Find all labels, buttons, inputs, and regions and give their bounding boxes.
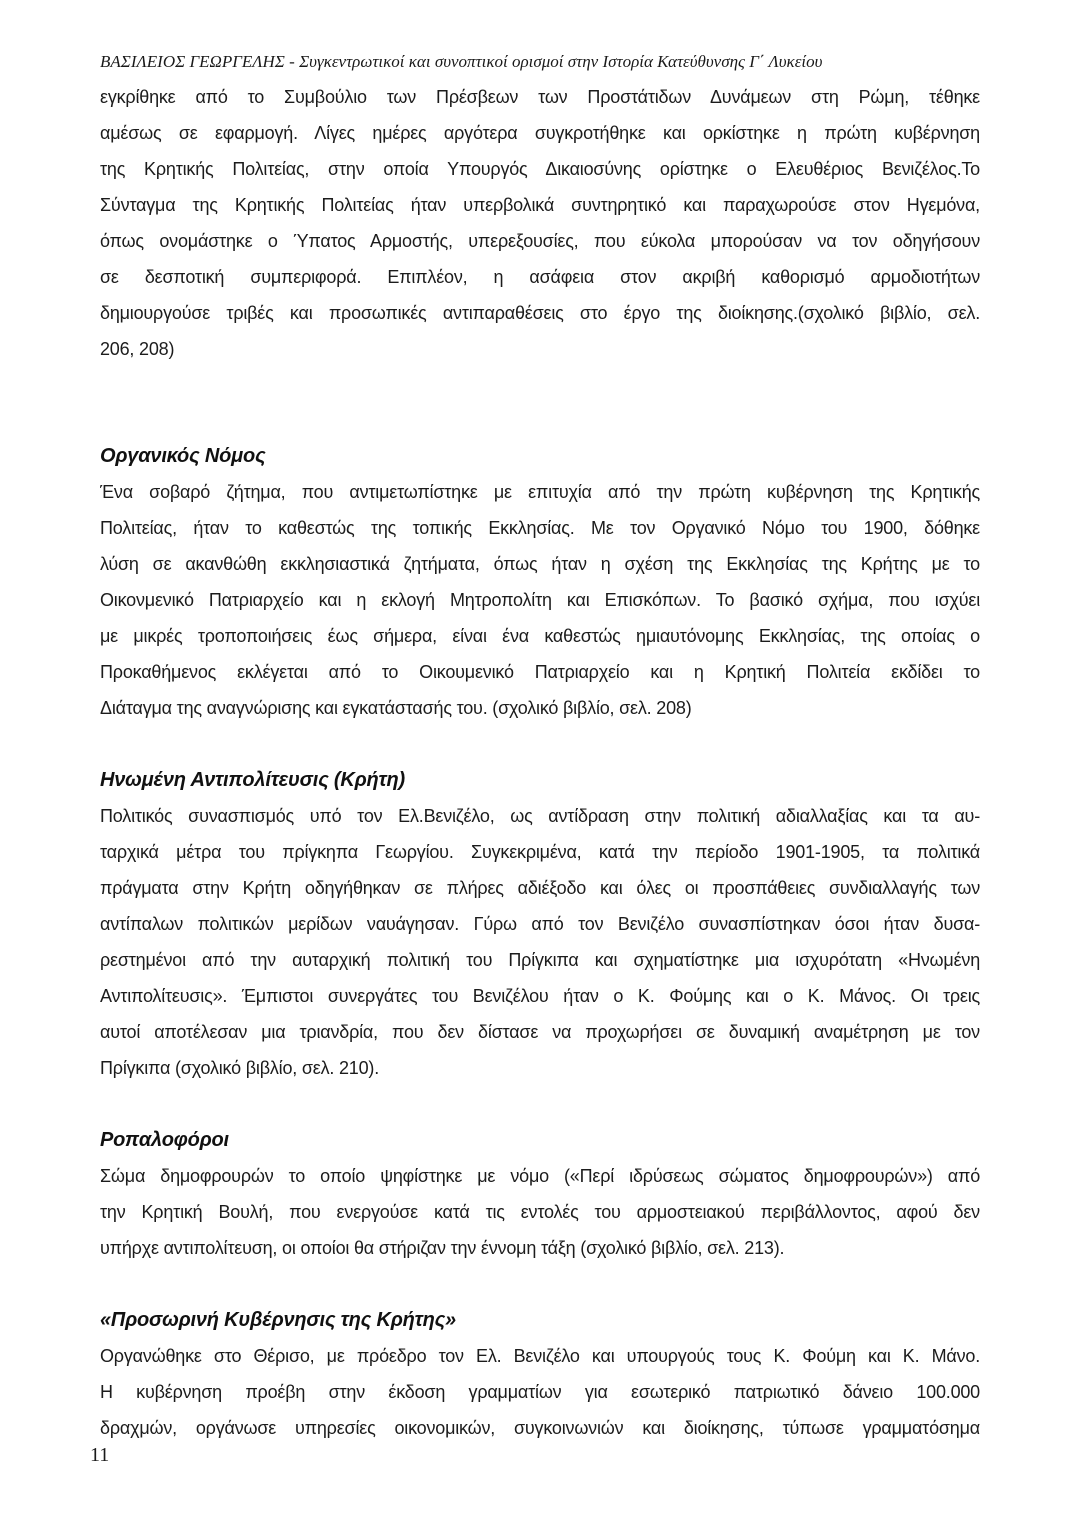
text-line: αντίπαλων πολιτικών μερίδων ναυάγησαν. Γύρω από τον Βενιζέλο συνασπίστηκαν όσοι ήταν δυσα- (100, 914, 980, 934)
text-line: εγκρίθηκε από το Συμβούλιο των Πρέσβεων των Προστάτιδων Δυνάμεων στη Ρώμη, τέθηκε (100, 87, 980, 107)
text-line: Σώμα δημοφρουρών το οποίο ψηφίστηκε με νόμο («Περί ιδρύσεως σώματος δημοφρουρών») από (100, 1166, 980, 1186)
section-heading: Ηνωμένη Αντιπολίτευσις (Κρήτη) (100, 769, 405, 791)
text-line: Αντιπολίτευσις». Έμπιστοι συνεργάτες του Βενιζέλου ήταν ο Κ. Φούμης και ο Κ. Μάνος. Οι τρεις (100, 986, 980, 1006)
text-line: Οργανώθηκε στο Θέρισο, με πρόεδρο τον Ελ. Βενιζέλο και υπουργούς τους Κ. Φούμη και Κ. Μάνο. (100, 1346, 980, 1366)
text-line: Ένα σοβαρό ζήτημα, που αντιμετωπίστηκε με επιτυχία από την πρώτη κυβέρνηση της Κρητικής (100, 482, 980, 502)
text-line: 206, 208) (100, 339, 175, 359)
text-line: την Κρητική Βουλή, που ενεργούσε κατά τις εντολές του αρμοστειακού περιβάλλοντος, αφού δεν (100, 1202, 980, 1222)
text-line: Οικονμενικό Πατριαρχείο και η εκλογή Μητροπολίτη και Επισκόπων. Το βασικό σχήμα, που ισχύει (100, 590, 980, 610)
text-line: λύση σε ακανθώθη εκκλησιαστικά ζητήματα, όπως ήταν η σχέση της Εκκλησίας της Κρήτης με το (100, 554, 980, 574)
definition-section (100, 79, 980, 367)
text-line: ρεστημένοι από την αυταρχική πολιτική του Πρίγκιπα και σχηματίστηκε μια ισχυρότατη «Ηνωμένη (100, 950, 980, 970)
definition-section (100, 438, 980, 726)
definition-section (100, 762, 980, 1086)
text-line: δημιουργούσε τριβές και προσωπικές αντιπαραθέσεις στο έργο της διοίκησης.(σχολικό βιβλίο, σελ. (100, 303, 980, 323)
text-line: σε δεσποτική συμπεριφορά. Επιπλέον, η ασάφεια στον ακριβή καθορισμό αρμοδιοτήτων (100, 267, 980, 287)
text-line: πράγματα στην Κρήτη οδηγήθηκαν σε πλήρες αδιέξοδο και όλες οι προσπάθειες συνδιαλλαγής των (100, 878, 980, 898)
section-heading: Οργανικός Νόμος (100, 445, 266, 467)
text-line: Πολιτείας, ήταν το καθεστώς της τοπικής Εκκλησίας. Με τον Οργανικό Νόμο του 1900, δόθηκε (100, 518, 980, 538)
running-header: ΒΑΣΙΛΕΙΟΣ ΓΕΩΡΓΕΛΗΣ - Συγκεντρωτικοί και συνοπτικοί ορισμοί στην Ιστορία Κατεύθυνσης Γ΄ Λυκείου (100, 52, 823, 71)
document-body (100, 79, 980, 1446)
definition-section (100, 1302, 980, 1446)
text-line: Σύνταγμα της Κρητικής Πολιτείας ήταν υπερβολικά συντηρητικό και παραχωρούσε στον Ηγεμόνα, (100, 195, 980, 215)
section-heading: Ροπαλοφόροι (100, 1129, 229, 1151)
text-line: Η κυβέρνηση προέβη στην έκδοση γραμματίων για εσωτερικό πατριωτικό δάνειο 100.000 (100, 1382, 980, 1402)
text-line: αμέσως σε εφαρμογή. Λίγες ημέρες αργότερα συγκροτήθηκε και ορκίστηκε η πρώτη κυβέρνηση (100, 123, 980, 143)
text-line: ταρχικά μέτρα του πρίγκηπα Γεωργίου. Συγκεκριμένα, κατά την περίοδο 1901-1905, τα πολιτικά (100, 842, 980, 862)
text-line: Διάταγμα της αναγνώρισης και εγκατάστασής του. (σχολικό βιβλίο, σελ. 208) (100, 698, 692, 718)
text-line: όπως ονομάστηκε ο Ύπατος Αρμοστής, υπερεξουσίες, που εύκολα μπορούσαν να τον οδηγήσουν (100, 231, 980, 251)
text-column (100, 50, 980, 1446)
section-heading: «Προσωρινή Κυβέρνησις της Κρήτης» (100, 1309, 456, 1331)
text-line: δραχμών, οργάνωσε υπηρεσίες οικονομικών, συγκοινωνιών και διοίκησης, τύπωσε γραμματόσημα (100, 1418, 980, 1438)
text-line: αυτοί αποτέλεσαν μια τριανδρία, που δεν δίστασε να προχωρήσει σε δυναμική αναμέτρηση με τον (100, 1022, 980, 1042)
text-line: υπήρχε αντιπολίτευση, οι οποίοι θα στήριζαν την έννομη τάξη (σχολικό βιβλίο, σελ. 213). (100, 1238, 785, 1258)
text-line: Πολιτικός συνασπισμός υπό τον Ελ.Βενιζέλο, ως αντίδραση στην πολιτική αδιαλλαξίας και τα αυ- (100, 806, 980, 826)
page-number: 11 (90, 1444, 110, 1466)
text-line: Πρίγκιπα (σχολικό βιβλίο, σελ. 210). (100, 1058, 380, 1078)
text-line: με μικρές τροποποιήσεις έως σήμερα, είναι ένα καθεστώς ημιαυτόνομης Εκκλησίας, της οποίας ο (100, 626, 980, 646)
definition-section (100, 1122, 980, 1266)
text-line: Προκαθήμενος εκλέγεται από το Οικουμενικό Πατριαρχείο και η Κρητική Πολιτεία εκδίδει το (100, 662, 980, 682)
text-line: της Κρητικής Πολιτείας, στην οποία Υπουργός Δικαιοσύνης ορίστηκε ο Ελευθέριος Βενιζέλος.Το (100, 159, 980, 179)
